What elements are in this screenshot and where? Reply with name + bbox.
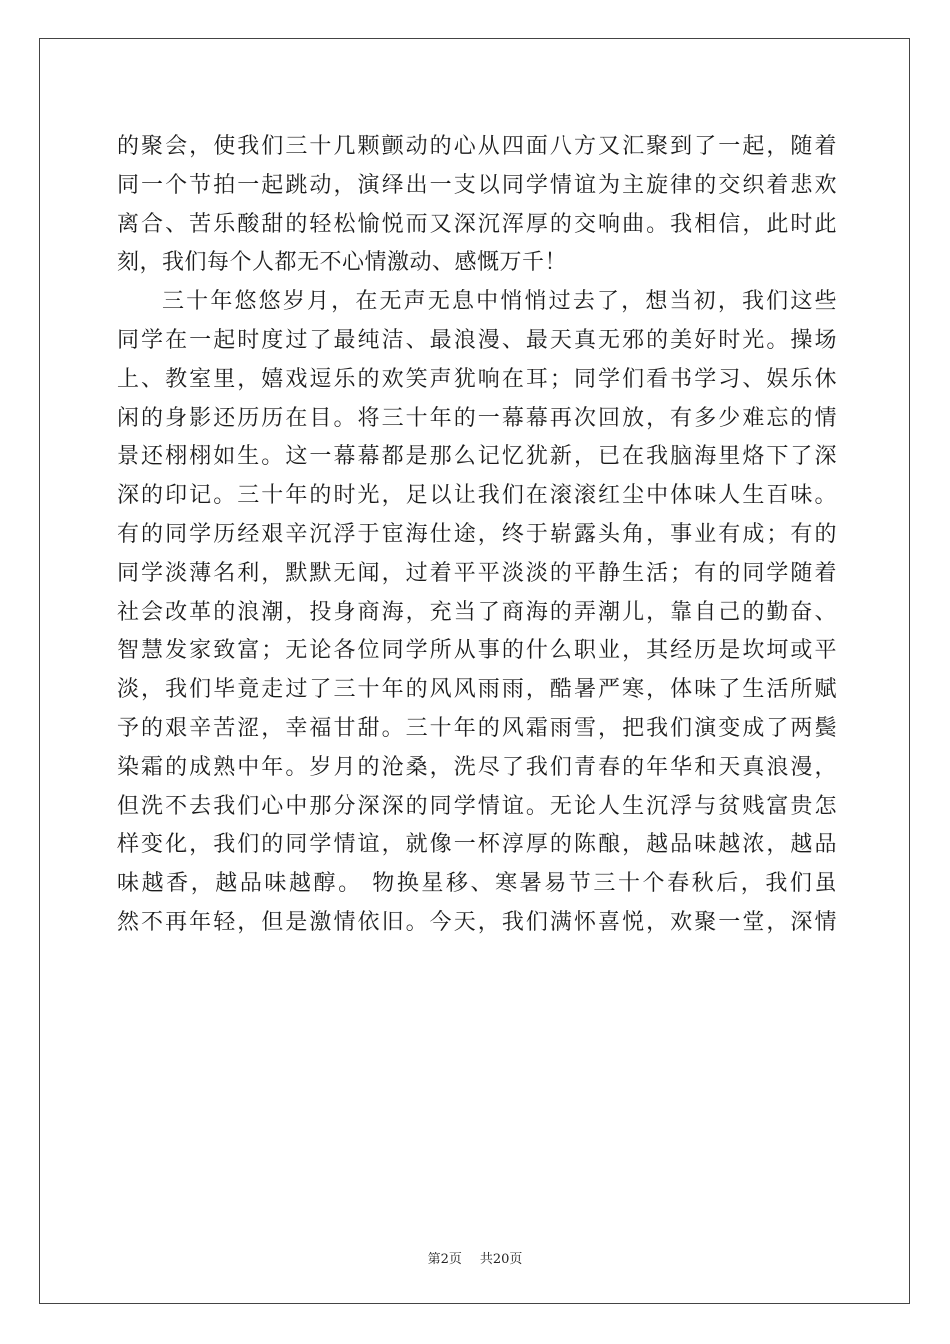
text-line: 染霜的成熟中年。岁月的沧桑，洗尽了我们青春的年华和天真浪漫， [117,754,837,780]
text-line: 味越香，越品味越醇。 物换星移、寒暑易节三十个春秋后，我们虽 [117,871,837,897]
text-line: 的聚会，使我们三十几颗颤动的心从四面八方又汇聚到了一起，随着 [117,134,837,159]
page-total: 共20页 [479,1252,523,1267]
text-line: 闲的身影还历历在目。将三十年的一幕幕再次回放，有多少难忘的情 [117,405,837,431]
text-line: 有的同学历经艰辛沉浮于宦海仕途，终于崭露头角，事业有成；有的 [117,521,837,547]
text-line: 予的艰辛苦涩，幸福甘甜。三十年的风霜雨雪，把我们演变成了两鬓 [117,715,837,741]
text-line: 深的印记。三十年的时光，足以让我们在滚滚红尘中体味人生百味。 [117,483,837,509]
text-line: 同学淡薄名利，默默无闻，过着平平淡淡的平静生活；有的同学随着 [117,560,837,586]
text-line: 同学在一起时度过了最纯洁、最浪漫、最天真无邪的美好时光。操场 [117,327,837,353]
text-line: 景还栩栩如生。这一幕幕都是那么记忆犹新，已在我脑海里烙下了深 [117,444,837,470]
text-line: 样变化，我们的同学情谊，就像一杯淳厚的陈酿，越品味越浓，越品 [117,832,837,858]
page-footer [0,1248,950,1267]
text-line: 同一个节拍一起跳动，演绎出一支以同学情谊为主旋律的交织着悲欢 [117,172,837,198]
text-line: 然不再年轻，但是激情依旧。今天，我们满怀喜悦，欢聚一堂，深情 [117,909,837,935]
text-line: 刻，我们每个人都无不心情激动、感慨万千！ [117,250,568,276]
text-line: 但洗不去我们心中那分深深的同学情谊。无论人生沉浮与贫贱富贵怎 [117,793,837,819]
text-line: 社会改革的浪潮，投身商海，充当了商海的弄潮儿，靠自己的勤奋、 [117,599,837,625]
body-text [117,128,837,943]
text-line: 上、教室里，嬉戏逗乐的欢笑声犹响在耳；同学们看书学习、娱乐休 [117,366,837,392]
text-line: 离合、苦乐酸甜的轻松愉悦而又深沉浑厚的交响曲。我相信，此时此 [117,211,837,237]
page-number: 第2页 [427,1252,462,1267]
text-line: 智慧发家致富；无论各位同学所从事的什么职业，其经历是坎坷或平 [117,638,837,664]
text-line: 淡，我们毕竟走过了三十年的风风雨雨，酷暑严寒，体味了生活所赋 [117,677,837,703]
paragraph-start-line: 三十年悠悠岁月，在无声无息中悄悄过去了，想当初，我们这些 [162,289,837,315]
